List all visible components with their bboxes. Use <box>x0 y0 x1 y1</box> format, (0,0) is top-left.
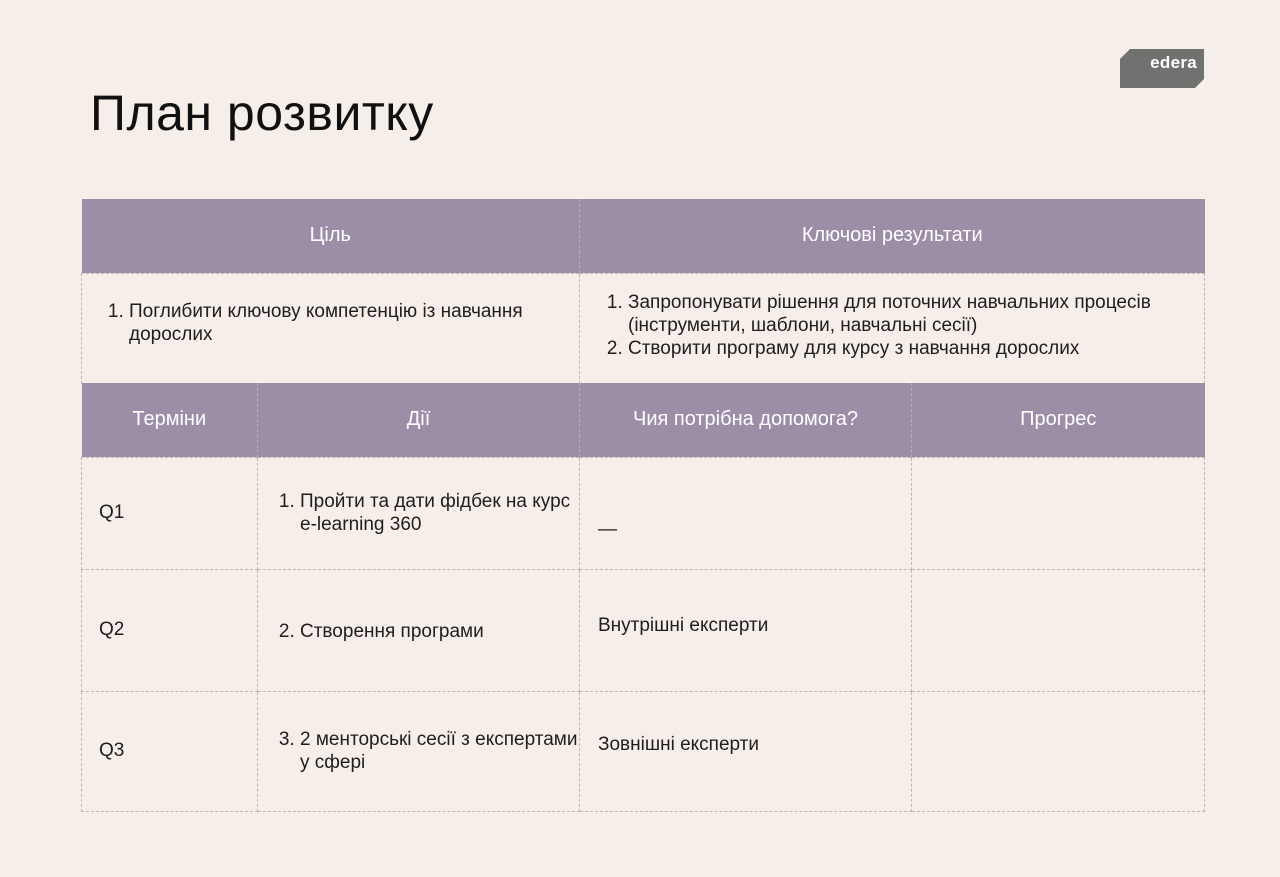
action-cell <box>258 569 580 691</box>
term-label: Q1 <box>99 502 125 523</box>
header-actions: Дії <box>258 383 580 457</box>
progress-cell <box>912 457 1205 569</box>
term-label: Q3 <box>99 740 125 761</box>
term-cell <box>82 457 258 569</box>
progress-cell <box>912 569 1205 691</box>
header-key-results: Ключові результати <box>580 199 1205 273</box>
plan-table-header-row <box>82 383 1205 457</box>
action-cell <box>258 691 580 811</box>
goal-table <box>81 199 1205 384</box>
help-cell <box>580 569 912 691</box>
action-item: 3. 2 менторські сесії з експертами у сфері <box>300 728 579 774</box>
logo-text: edera <box>1150 53 1197 72</box>
goal-table-row <box>82 273 1205 383</box>
help-cell <box>580 691 912 811</box>
page-title: План розвитку <box>90 85 434 141</box>
goal-cell <box>82 273 580 383</box>
key-results-cell <box>580 273 1205 383</box>
table-row <box>82 691 1205 811</box>
action-list <box>258 728 579 774</box>
help-text: Зовнішні експерти <box>598 734 759 755</box>
table-row <box>82 569 1205 691</box>
header-help-needed: Чия потрібна допомога? <box>580 383 912 457</box>
action-item: 1. Пройти та дати фідбек на курс e-learning 360 <box>300 490 579 536</box>
action-list <box>258 490 579 536</box>
key-results-list <box>580 274 1204 360</box>
table-row <box>82 457 1205 569</box>
help-text: — <box>598 519 617 540</box>
action-cell <box>258 457 580 569</box>
goal-item: 1. Поглибити ключову компетенцію із навчання дорослих <box>129 300 579 346</box>
header-progress: Прогрес <box>912 383 1205 457</box>
key-result-item: 1. Запропонувати рішення для поточних навчальних процесів (інструменти, шаблони, навчальні сесії) <box>628 291 1204 337</box>
header-terms: Терміни <box>82 383 258 457</box>
help-text: Внутрішні експерти <box>598 615 769 636</box>
term-cell <box>82 569 258 691</box>
edera-logo <box>1120 49 1204 88</box>
action-list <box>258 618 579 643</box>
action-item: 2. Створення програми <box>300 620 579 643</box>
term-label: Q2 <box>99 619 125 640</box>
help-cell <box>580 457 912 569</box>
key-result-item: 2. Створити програму для курсу з навчання дорослих <box>628 337 1204 360</box>
progress-cell <box>912 691 1205 811</box>
goal-list <box>82 274 579 346</box>
term-cell <box>82 691 258 811</box>
plan-table <box>81 383 1205 812</box>
goal-table-header-row <box>82 199 1205 273</box>
header-goal: Ціль <box>82 199 580 273</box>
